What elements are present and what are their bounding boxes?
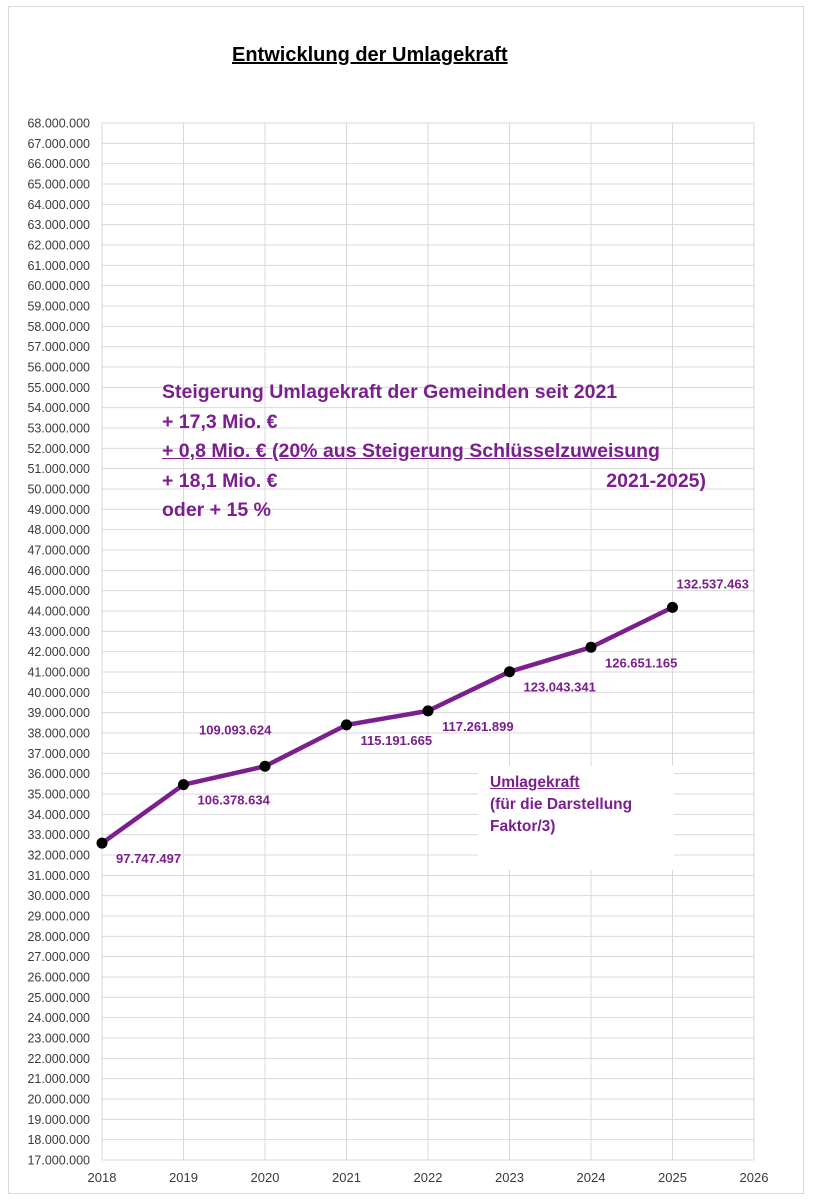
y-tick-label: 54.000.000 — [27, 401, 90, 416]
y-tick-label: 38.000.000 — [27, 726, 90, 741]
y-tick-label: 28.000.000 — [27, 929, 90, 944]
x-tick-label: 2025 — [658, 1170, 687, 1185]
data-label: 132.537.463 — [676, 576, 749, 592]
y-axis-ticks — [27, 117, 90, 1168]
y-tick-label: 56.000.000 — [27, 360, 90, 375]
x-tick-label: 2018 — [87, 1170, 117, 1185]
y-tick-label: 19.000.000 — [27, 1112, 90, 1127]
y-tick-label: 66.000.000 — [27, 157, 90, 172]
y-tick-label: 55.000.000 — [27, 380, 90, 395]
y-tick-label: 36.000.000 — [27, 767, 90, 782]
data-point — [423, 705, 434, 716]
data-label: 126.651.165 — [605, 655, 678, 671]
y-tick-label: 58.000.000 — [27, 319, 90, 334]
y-tick-label: 59.000.000 — [27, 299, 90, 314]
y-tick-label: 42.000.000 — [27, 645, 90, 660]
data-label: 106.378.634 — [197, 792, 270, 808]
y-tick-label: 62.000.000 — [27, 238, 90, 253]
y-tick-label: 17.000.000 — [27, 1153, 90, 1168]
data-label: 97.747.497 — [116, 851, 182, 867]
x-tick-label: 2019 — [169, 1170, 198, 1185]
gridlines — [102, 123, 754, 1160]
y-tick-label: 68.000.000 — [27, 116, 90, 131]
data-point — [667, 602, 678, 613]
y-tick-label: 33.000.000 — [27, 828, 90, 843]
y-tick-label: 43.000.000 — [27, 624, 90, 639]
y-tick-label: 35.000.000 — [27, 787, 90, 802]
legend-line-2: (für die Darstellung — [490, 796, 633, 813]
legend-line-3: Faktor/3) — [490, 818, 556, 835]
y-tick-label: 37.000.000 — [27, 746, 90, 761]
y-tick-label: 46.000.000 — [27, 563, 90, 578]
data-label: 115.191.665 — [360, 732, 433, 748]
annotation-box — [162, 378, 722, 526]
data-point — [97, 838, 108, 849]
data-label: 109.093.624 — [199, 722, 272, 738]
x-tick-label: 2020 — [250, 1170, 280, 1185]
y-tick-label: 52.000.000 — [27, 441, 90, 456]
y-tick-label: 41.000.000 — [27, 665, 90, 680]
data-point — [260, 761, 271, 772]
data-point — [341, 719, 352, 730]
y-tick-label: 18.000.000 — [27, 1133, 90, 1148]
x-tick-label: 2023 — [495, 1170, 524, 1185]
y-tick-label: 34.000.000 — [27, 807, 90, 822]
y-tick-label: 50.000.000 — [27, 482, 90, 497]
chart-title: Entwicklung der Umlagekraft — [232, 44, 508, 66]
data-point — [178, 779, 189, 790]
y-tick-label: 25.000.000 — [27, 990, 90, 1005]
annotation-line-3: + 0,8 Mio. € (20% aus Steigerung Schlüsselzuweisung — [162, 440, 660, 462]
annotation-line-4-left: + 18,1 Mio. € — [162, 469, 278, 492]
legend-title: Umlagekraft — [490, 774, 580, 791]
x-tick-label: 2026 — [739, 1170, 769, 1185]
y-tick-label: 45.000.000 — [27, 584, 90, 599]
y-tick-label: 23.000.000 — [27, 1031, 90, 1046]
y-tick-label: 47.000.000 — [27, 543, 90, 558]
y-tick-label: 39.000.000 — [27, 706, 90, 721]
x-axis-ticks — [88, 1170, 769, 1185]
annotation-line-1: Steigerung Umlagekraft der Gemeinden seit 2021 — [162, 381, 618, 403]
y-tick-label: 53.000.000 — [27, 421, 90, 436]
y-tick-label: 63.000.000 — [27, 218, 90, 233]
y-tick-label: 27.000.000 — [27, 950, 90, 965]
x-tick-label: 2024 — [576, 1170, 606, 1185]
y-tick-label: 26.000.000 — [27, 970, 90, 985]
y-tick-label: 44.000.000 — [27, 604, 90, 619]
legend-box — [478, 766, 674, 870]
y-tick-label: 22.000.000 — [27, 1051, 90, 1066]
data-point — [504, 666, 515, 677]
y-tick-label: 60.000.000 — [27, 279, 90, 294]
y-tick-label: 64.000.000 — [27, 197, 90, 212]
annotation-line-5: oder + 15 % — [162, 499, 271, 521]
y-tick-label: 31.000.000 — [27, 868, 90, 883]
y-tick-label: 61.000.000 — [27, 258, 90, 273]
y-tick-label: 21.000.000 — [27, 1072, 90, 1087]
y-tick-label: 24.000.000 — [27, 1011, 90, 1026]
y-tick-label: 65.000.000 — [27, 177, 90, 192]
y-tick-label: 32.000.000 — [27, 848, 90, 863]
annotation-line-4-right: 2021-2025) — [606, 469, 706, 492]
y-tick-label: 29.000.000 — [27, 909, 90, 924]
y-tick-label: 40.000.000 — [27, 685, 90, 700]
y-tick-label: 49.000.000 — [27, 502, 90, 517]
annotation-line-2: + 17,3 Mio. € — [162, 410, 278, 433]
data-label: 117.261.899 — [442, 718, 514, 734]
y-tick-label: 51.000.000 — [27, 462, 90, 477]
y-tick-label: 67.000.000 — [27, 136, 90, 151]
y-tick-label: 57.000.000 — [27, 340, 90, 355]
y-tick-label: 30.000.000 — [27, 889, 90, 904]
data-label: 123.043.341 — [523, 679, 596, 695]
x-tick-label: 2021 — [332, 1170, 361, 1185]
y-tick-label: 20.000.000 — [27, 1092, 90, 1107]
x-tick-label: 2022 — [413, 1170, 443, 1185]
y-tick-label: 48.000.000 — [27, 523, 90, 538]
data-point — [586, 642, 597, 653]
